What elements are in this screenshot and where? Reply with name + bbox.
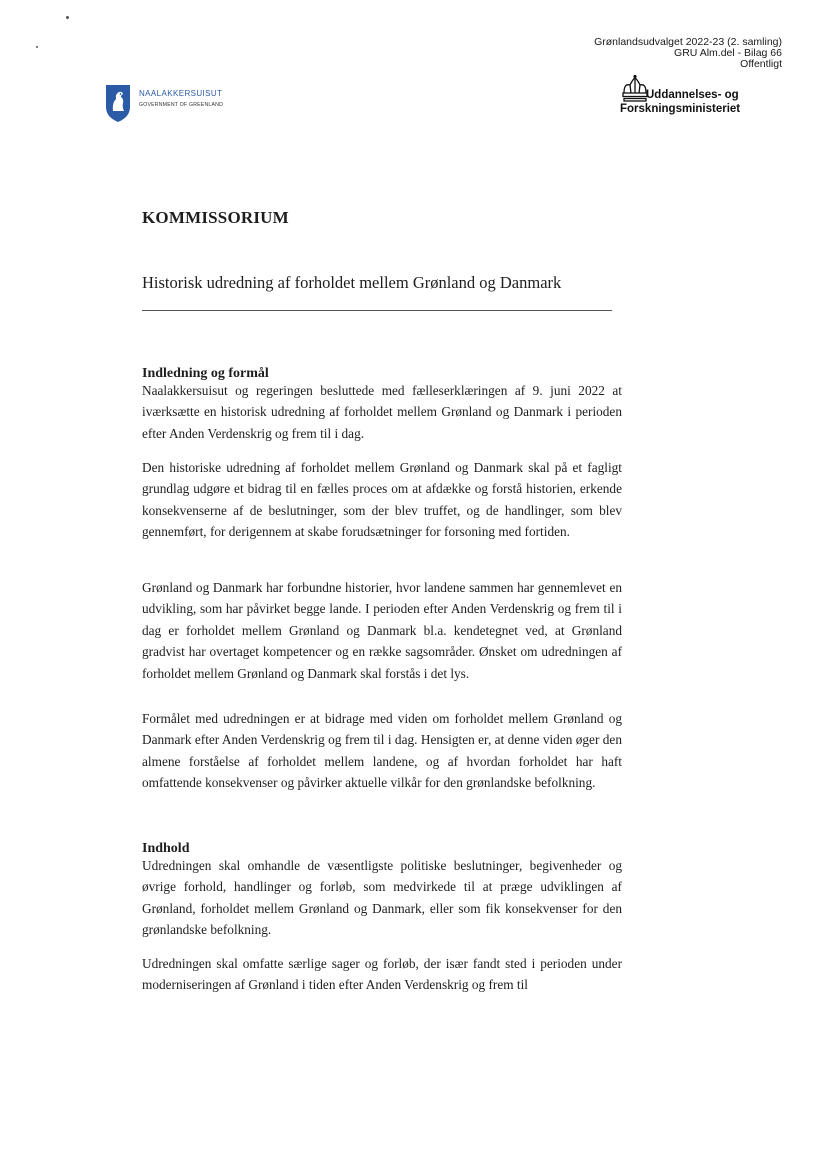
stamp-committee: Grønlandsudvalget 2022-23 (2. samling) [594, 36, 782, 48]
section-heading-content: Indhold [142, 841, 190, 856]
paragraph: Grønland og Danmark har forbundne historier, hvor landene sammen har gennemlevet en udvikling, som har påvirket begge lande. I perioden efter Anden Verdenskrig og frem til i dag er forholdet mellem Grønland og Danmark bl.a. kendetegnet ved, at Grønland gradvist har overtaget kompetencer og en række sagsområder. Ønsket om udredningen af forholdet mellem Grønland og Danmark skal forstås i det lys. [142, 580, 622, 681]
naalakkersuisut-logo [104, 83, 244, 125]
greenland-shield-icon [104, 83, 132, 123]
document-subtitle: Historisk udredning af forholdet mellem Grønland og Danmark [142, 273, 562, 292]
scan-speck [66, 16, 69, 19]
greenland-government-subtitle: GOVERNMENT OF GREENLAND [139, 102, 224, 108]
paragraph: Naalakkersuisut og regeringen besluttede med fælleserklæringen af 9. juni 2022 at iværksætte en historisk udredning af forholdet mellem Grønland og Danmark i perioden efter Anden Verdenskrig og frem til i dag. [142, 383, 622, 441]
paragraph: Udredningen skal omhandle de væsentligste politiske beslutninger, begivenheder og øvrige forhold, handlinger og forløb, som medvirkede til at præge udviklingen af Grønland, forholdet mellem Grønland og Danmark, eller som fik konsekvenser for den grønlandske befolkning. [142, 858, 622, 938]
title-divider [142, 310, 612, 311]
ministry-logo [620, 74, 790, 120]
stamp-status: Offentligt [740, 58, 782, 70]
greenland-government-name: NAALAKKERSUISUT [139, 89, 223, 98]
paragraph: Udredningen skal omfatte særlige sager og forløb, der især fandt sted i perioden under moderniseringen af Grønland i tiden efter Anden Verdenskrig og frem til [142, 956, 622, 993]
paragraph: Den historiske udredning af forholdet mellem Grønland og Danmark skal på et fagligt grundlag udgøre et bidrag til en fælles proces om at afdække og forstå historien, erkende konsekvenserne af de beslutninger, som der blev truffet, og de handlinger, som blev gennemført, for derigennem at skabe forudsætninger for forsoning med fortiden. [142, 460, 622, 540]
ministry-name-line1: Uddannelses- og [646, 89, 739, 101]
parliament-stamp [522, 37, 782, 70]
paragraph: Formålet med udredningen er at bidrage med viden om forholdet mellem Grønland og Danmark efter Anden Verdenskrig og frem til i dag. Hensigten er, at denne viden øger den almene forståelse af forholdet mellem landene, og af hvordan forholdet har haft omfattende konsekvenser og påvirker aktuelle vilkår for den grønlandske befolkning. [142, 711, 622, 791]
stamp-reference: GRU Alm.del - Bilag 66 [674, 47, 782, 59]
section-heading-introduction: Indledning og formål [142, 366, 269, 381]
ministry-name-line2: Forskningsministeriet [620, 103, 741, 115]
scan-speck [36, 46, 38, 48]
document-title: KOMMISSORIUM [142, 208, 289, 227]
